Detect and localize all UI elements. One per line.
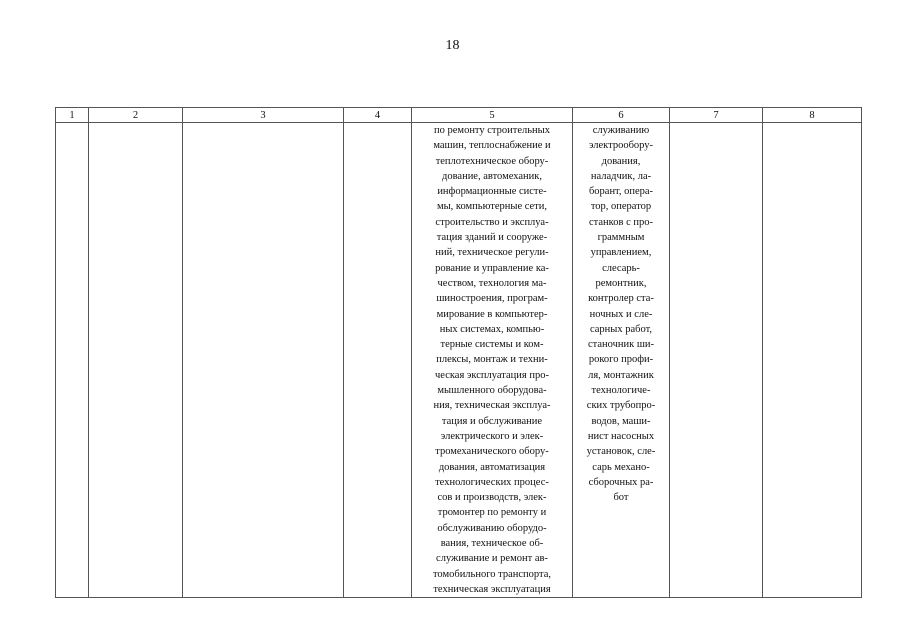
table-cell-col3 <box>183 123 344 598</box>
text-line: по ремонту строительных <box>434 125 550 136</box>
text-line: управлением, <box>590 247 652 259</box>
table-cell-col1 <box>56 123 89 598</box>
text-line: терные системы и ком- <box>440 339 544 351</box>
table-header-row <box>56 108 862 123</box>
text-line: станков с про- <box>589 216 653 228</box>
text-line: сарных работ, <box>589 323 653 335</box>
text-line: строительство и эксплуа- <box>435 216 549 228</box>
text-line: мы, компьютерные сети, <box>436 201 548 213</box>
column-header-4: 4 <box>344 108 412 123</box>
text-line: вания, техническое об- <box>440 538 544 550</box>
text-line: технологиче- <box>591 385 651 397</box>
text-line: ных системах, компью- <box>439 323 545 335</box>
text-line: водов, маши- <box>591 415 651 427</box>
text-line: тромеханического обору- <box>435 446 549 458</box>
text-line: чеством, технология ма- <box>437 277 547 289</box>
text-line: техническая эксплуатация <box>433 583 551 595</box>
text-line: дование, автомеханик, <box>442 170 542 182</box>
text-line: мирование в компьютер- <box>436 308 548 320</box>
text-line: станочник ши- <box>587 339 655 351</box>
text-line: мышленного оборудова- <box>437 385 547 397</box>
text-line: тация и обслуживание <box>441 415 543 427</box>
text-line: электрообору- <box>588 140 654 152</box>
text-line: установок, сле- <box>586 446 656 458</box>
table-cell-col5 <box>412 123 573 598</box>
text-line: наладчик, ла- <box>590 170 652 182</box>
text-line: машин, теплоснабжение и <box>433 140 551 152</box>
text-line: обслуживанию оборудо- <box>437 522 547 534</box>
text-line: дования, <box>601 155 641 167</box>
text-line: рование и управление ка- <box>435 262 549 274</box>
text-line: ночных и сле- <box>589 308 653 320</box>
text-line: нист насосных <box>587 430 655 442</box>
column-header-6: 6 <box>573 108 670 123</box>
text-line: ля, монтажник <box>588 369 654 381</box>
text-line: сборочных ра- <box>588 476 654 488</box>
table-cell-col2 <box>89 123 183 598</box>
text-line: борант, опера- <box>588 186 654 198</box>
table-cell-col4 <box>344 123 412 598</box>
text-line: граммным <box>597 232 645 244</box>
text-line: технологических процес- <box>435 476 549 488</box>
table-cell-col7 <box>670 123 763 598</box>
table-cell-col8 <box>763 123 862 598</box>
page-number: 18 <box>445 38 460 53</box>
text-line: тация зданий и сооруже- <box>436 232 548 244</box>
text-line: служивание и ремонт ав- <box>436 553 548 565</box>
document-table <box>55 107 862 598</box>
text-line: дования, автоматизация <box>438 461 546 473</box>
column-header-1: 1 <box>56 108 89 123</box>
text-line: теплотехническое обору- <box>435 155 549 167</box>
text-line: плексы, монтаж и техни- <box>436 354 548 366</box>
column-header-5: 5 <box>412 108 573 123</box>
column-header-8: 8 <box>763 108 862 123</box>
text-line: тромонтер по ремонту и <box>437 507 547 519</box>
text-line: рокого профи- <box>588 354 654 366</box>
text-line: ческая эксплуатация про- <box>435 369 549 381</box>
text-line: бот <box>613 492 629 504</box>
text-line: слесарь- <box>602 262 640 274</box>
text-line: томобильного транспорта, <box>432 568 552 580</box>
text-line: информационные систе- <box>437 186 547 198</box>
text-line: сов и производств, элек- <box>437 492 547 504</box>
table-row <box>56 123 862 598</box>
column-header-3: 3 <box>183 108 344 123</box>
table-cell-col6 <box>573 123 670 598</box>
text-line: шиностроения, програм- <box>436 293 548 305</box>
text-line: тор, оператор <box>590 201 652 213</box>
text-line: служиванию <box>592 125 650 136</box>
text-line: электрического и элек- <box>440 430 544 442</box>
text-line: сарь механо- <box>592 461 650 473</box>
column-header-2: 2 <box>89 108 183 123</box>
text-line: ния, техническая эксплуа- <box>433 400 551 412</box>
text-line: ремонтник, <box>595 277 647 289</box>
text-line: ских трубопро- <box>586 400 656 412</box>
column-header-7: 7 <box>670 108 763 123</box>
text-line: контролер ста- <box>588 293 654 305</box>
text-line: ний, техническое регули- <box>435 247 549 259</box>
